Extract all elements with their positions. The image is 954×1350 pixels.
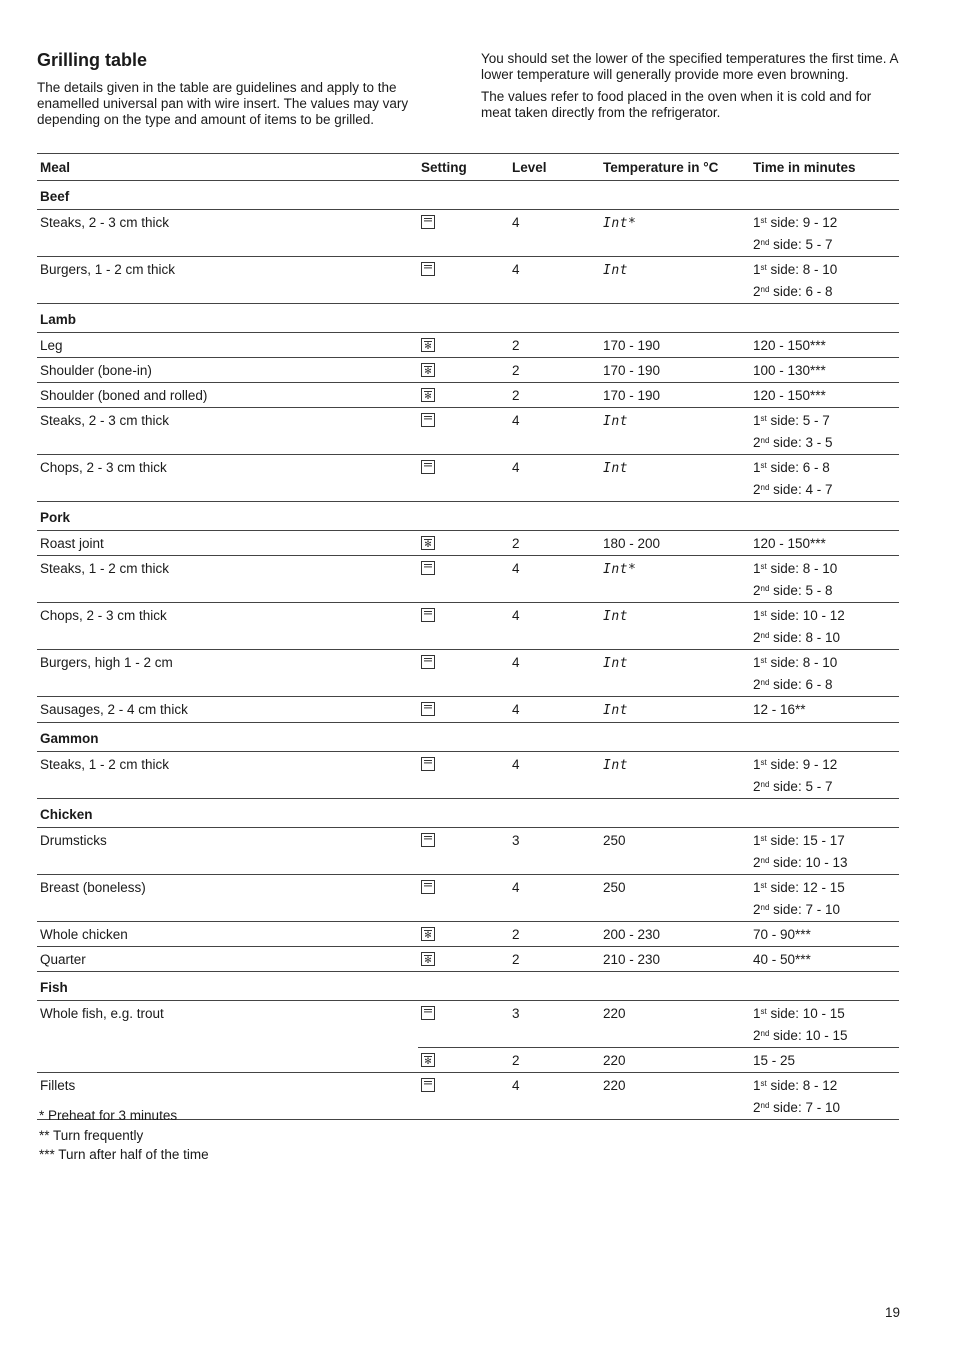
grill-icon [421,757,435,771]
intro-right-column [481,51,901,127]
setting-cell [418,556,509,603]
meal-cell: Whole fish, e.g. trout [40,1006,164,1021]
time-cell [750,408,899,455]
level-cell: 4 [509,455,600,502]
grill-icon [421,702,435,716]
meal-cell: Quarter [37,947,418,972]
grill-icon [421,833,435,847]
time-ordinal-suffix: nd [760,678,770,687]
intro-text-right-1: You should set the lower of the specified temperatures the first time. A lower temperature will generally provide more even browning. [481,51,898,82]
temperature-cell [600,556,750,603]
time-value: side: 6 - 8 [769,284,833,299]
time-ordinal: 2 [753,677,761,692]
meal-cell: Leg [37,333,418,358]
time-line: 100 - 130*** [753,363,826,378]
setting-cell [418,210,509,257]
fan-grill-icon [421,952,435,966]
time-line [753,558,896,580]
time-ordinal-suffix: st [760,1007,767,1016]
header-time: Time in minutes [750,154,899,181]
setting-cell [418,383,509,408]
header-temperature: Temperature in °C [600,154,750,181]
header-level: Level [509,154,600,181]
time-ordinal: 2 [753,902,761,917]
time-ordinal: 1 [753,215,761,230]
time-value: side: 5 - 8 [769,583,833,598]
level-cell: 4 [509,257,600,304]
temperature-value: Int [603,656,628,671]
temperature-value: 170 - 190 [603,363,661,378]
table-row [37,358,899,383]
level-cell: 2 [509,922,600,947]
time-value: side: 8 - 10 [766,655,838,670]
meal-cell: Steaks, 1 - 2 cm thick [37,556,418,603]
setting-cell [418,1048,509,1073]
temperature-cell [600,947,750,972]
time-line [753,652,896,674]
temperature-cell [600,1001,750,1048]
time-value: side: 4 - 7 [769,482,833,497]
time-value: side: 3 - 5 [769,435,833,450]
temperature-cell [600,383,750,408]
meal-cell: Breast (boneless) [37,875,418,922]
time-ordinal-suffix: nd [760,483,770,492]
meal-cell: Chops, 2 - 3 cm thick [37,603,418,650]
table-row [37,828,899,875]
temperature-cell [600,697,750,723]
time-value: side: 6 - 8 [766,460,830,475]
table-group-row [37,502,899,531]
time-ordinal: 2 [753,1100,761,1115]
time-ordinal: 1 [753,262,761,277]
setting-cell [418,650,509,697]
temperature-value: 170 - 190 [603,388,661,403]
time-value: side: 5 - 7 [769,779,833,794]
time-ordinal: 2 [753,855,761,870]
time-value: side: 10 - 13 [769,855,848,870]
temperature-cell [600,408,750,455]
meal-cell: Shoulder (bone-in) [37,358,418,383]
grill-icon [421,608,435,622]
time-line [753,1097,896,1119]
fan-grill-icon [421,388,435,402]
time-line [753,259,896,281]
time-ordinal-suffix: st [760,216,767,225]
time-ordinal-suffix: nd [760,584,770,593]
temperature-value: Int [603,758,628,773]
time-line [753,627,896,649]
intro-text-left: The details given in the table are guidelines and apply to the enamelled universal pan with wire insert. The values may vary depending on the type and amount of items to be grilled. [37,80,409,127]
time-ordinal-suffix: st [760,1079,767,1088]
time-ordinal-suffix: nd [760,903,770,912]
temperature-value: 210 - 230 [603,952,661,967]
level-cell: 2 [509,358,600,383]
level-cell: 2 [509,383,600,408]
table-row [37,531,899,556]
table-row [37,455,899,502]
fan-grill-icon [421,536,435,550]
time-line [753,1003,896,1025]
time-cell [750,947,899,972]
time-ordinal-suffix: st [760,834,767,843]
time-line [753,410,896,432]
time-ordinal-suffix: st [760,758,767,767]
meal-cell: Steaks, 1 - 2 cm thick [37,752,418,799]
level-cell: 2 [509,531,600,556]
time-value: side: 12 - 15 [766,880,845,895]
time-ordinal-suffix: st [760,656,767,665]
time-cell [750,828,899,875]
setting-cell [418,455,509,502]
level-cell: 3 [509,828,600,875]
temperature-cell [600,603,750,650]
temperature-cell [600,531,750,556]
temperature-value: Int [603,703,628,718]
temperature-cell [600,875,750,922]
time-ordinal-suffix: nd [760,631,770,640]
temperature-value: 250 [603,833,626,848]
time-ordinal-suffix: nd [760,1029,770,1038]
table-row [37,752,899,799]
temperature-value: Int [603,263,628,278]
time-value: side: 6 - 8 [769,677,833,692]
meal-cell: Drumsticks [37,828,418,875]
fan-grill-icon [421,1053,435,1067]
time-cell [750,603,899,650]
time-value: side: 7 - 10 [769,1100,840,1115]
time-line: 120 - 150*** [753,536,826,551]
time-ordinal: 1 [753,561,761,576]
time-cell [750,333,899,358]
group-name: Beef [37,181,899,210]
time-ordinal: 2 [753,1028,761,1043]
time-line: 70 - 90*** [753,927,811,942]
time-line [753,1025,896,1047]
temperature-cell [600,828,750,875]
time-value: side: 5 - 7 [769,237,833,252]
temperature-value: Int* [603,562,637,577]
setting-cell [418,1001,509,1048]
grill-icon [421,561,435,575]
table-row [37,257,899,304]
time-value: side: 8 - 10 [766,561,838,576]
temperature-cell [600,455,750,502]
time-cell [750,1048,899,1073]
level-cell: 4 [509,875,600,922]
time-line: 120 - 150*** [753,388,826,403]
temperature-cell [600,922,750,947]
group-name: Fish [37,972,899,1001]
setting-cell [418,531,509,556]
time-ordinal: 1 [753,413,761,428]
time-line [753,479,896,501]
time-value: side: 10 - 15 [766,1006,845,1021]
time-ordinal: 1 [753,1078,761,1093]
time-line [753,830,896,852]
time-ordinal-suffix: st [760,881,767,890]
level-cell: 2 [509,947,600,972]
temperature-cell [600,650,750,697]
table-body [37,181,899,1120]
page-title: Grilling table [37,50,148,70]
time-ordinal: 1 [753,1006,761,1021]
meal-cell: Roast joint [37,531,418,556]
time-line [753,1075,896,1097]
temperature-cell [600,752,750,799]
time-value: side: 5 - 7 [766,413,830,428]
time-cell [750,1073,899,1120]
time-ordinal-suffix: st [760,461,767,470]
temperature-value: 170 - 190 [603,338,661,353]
footnote-turn-half: *** Turn after half of the time [39,1147,209,1162]
time-value: side: 10 - 15 [769,1028,848,1043]
table-row [37,603,899,650]
time-line: 120 - 150*** [753,338,826,353]
temperature-cell [600,333,750,358]
time-ordinal-suffix: st [760,562,767,571]
temperature-value: Int* [603,216,637,231]
meal-cell: Whole chicken [37,922,418,947]
time-line [753,605,896,627]
table-row [37,875,899,922]
grill-icon [421,215,435,229]
table-row [37,383,899,408]
group-name: Gammon [37,723,899,752]
level-cell: 2 [509,1048,600,1073]
group-name: Chicken [37,799,899,828]
time-line [753,776,896,798]
grill-icon [421,1006,435,1020]
grilling-table [37,153,899,1120]
time-ordinal-suffix: st [760,263,767,272]
table-row [37,1048,899,1073]
time-line: 40 - 50*** [753,952,811,967]
level-cell: 4 [509,697,600,723]
temperature-value: Int [603,414,628,429]
time-ordinal: 2 [753,284,761,299]
time-cell [750,455,899,502]
time-line [753,754,896,776]
grill-icon [421,262,435,276]
header-meal: Meal [37,154,418,181]
time-cell [750,556,899,603]
time-ordinal: 1 [753,833,761,848]
level-cell: 4 [509,556,600,603]
time-ordinal-suffix: nd [760,238,770,247]
grill-icon [421,1078,435,1092]
setting-cell [418,875,509,922]
page-number: 19 [884,1305,900,1320]
fan-grill-icon [421,338,435,352]
temperature-cell [600,1048,750,1073]
table-row [37,697,899,723]
time-line [753,580,896,602]
grill-icon [421,413,435,427]
meal-cell: Steaks, 2 - 3 cm thick [37,408,418,455]
time-ordinal-suffix: nd [760,285,770,294]
table-group-row [37,181,899,210]
time-cell [750,531,899,556]
time-line: 12 - 16** [753,702,806,717]
footnotes [39,1106,209,1165]
grill-icon [421,460,435,474]
time-ordinal-suffix: nd [760,780,770,789]
temperature-value: 200 - 230 [603,927,661,942]
time-value: side: 8 - 12 [766,1078,838,1093]
setting-cell [418,752,509,799]
meal-cell: Fillets [37,1073,418,1120]
time-cell [750,650,899,697]
meal-cell: Shoulder (boned and rolled) [37,383,418,408]
time-ordinal: 2 [753,237,761,252]
time-line [753,877,896,899]
time-ordinal-suffix: nd [760,1101,770,1110]
table-row [37,650,899,697]
temperature-value: 180 - 200 [603,536,661,551]
time-line: 15 - 25 [753,1053,796,1068]
setting-cell [418,358,509,383]
intro-text-right-2: The values refer to food placed in the oven when it is cold and for meat taken directly from the refrigerator. [481,89,872,120]
intro-left-column [37,50,457,128]
meal-cell [37,1048,418,1073]
time-cell [750,752,899,799]
table-row [37,556,899,603]
setting-cell [418,408,509,455]
temperature-value: 220 [603,1006,626,1021]
table-group-row [37,723,899,752]
time-ordinal: 2 [753,583,761,598]
group-name: Pork [37,502,899,531]
time-ordinal-suffix: nd [760,436,770,445]
level-cell: 4 [509,408,600,455]
time-cell [750,257,899,304]
setting-cell [418,1073,509,1120]
fan-grill-icon [421,363,435,377]
time-ordinal: 1 [753,655,761,670]
time-value: side: 10 - 12 [766,608,845,623]
time-cell [750,1001,899,1048]
time-value: side: 8 - 10 [769,630,840,645]
setting-cell [418,828,509,875]
temperature-value: Int [603,461,628,476]
time-ordinal: 2 [753,435,761,450]
time-cell [750,697,899,723]
table-row [37,1001,899,1048]
temperature-cell [600,1073,750,1120]
time-cell [750,922,899,947]
time-value: side: 9 - 12 [766,757,838,772]
time-value: side: 7 - 10 [769,902,840,917]
time-ordinal-suffix: st [760,609,767,618]
setting-cell [418,922,509,947]
fan-grill-icon [421,927,435,941]
time-line [753,212,896,234]
table-group-row [37,799,899,828]
time-line [753,457,896,479]
time-line [753,852,896,874]
setting-cell [418,603,509,650]
setting-cell [418,697,509,723]
meal-cell: Steaks, 2 - 3 cm thick [37,210,418,257]
time-line [753,234,896,256]
table-header-row [37,154,899,181]
header-setting: Setting [418,154,509,181]
temperature-value: 220 [603,1053,626,1068]
level-cell: 4 [509,650,600,697]
time-line [753,432,896,454]
meal-cell: Burgers, high 1 - 2 cm [37,650,418,697]
temperature-value: 250 [603,880,626,895]
table-row [37,408,899,455]
time-line [753,281,896,303]
level-cell: 2 [509,333,600,358]
setting-cell [418,257,509,304]
level-cell: 4 [509,1073,600,1120]
table-group-row [37,972,899,1001]
time-cell [750,875,899,922]
table-row [37,922,899,947]
level-cell: 4 [509,210,600,257]
grill-icon [421,880,435,894]
time-cell [750,383,899,408]
temperature-value: 220 [603,1078,626,1093]
time-line [753,674,896,696]
footnote-turn-frequently: ** Turn frequently [39,1127,144,1143]
temperature-cell [600,257,750,304]
level-cell: 4 [509,752,600,799]
time-ordinal: 2 [753,482,761,497]
footnote-preheat: * Preheat for 3 minutes [39,1108,178,1123]
table-row [37,210,899,257]
time-cell [750,210,899,257]
grill-icon [421,655,435,669]
table-row [37,333,899,358]
time-ordinal: 1 [753,460,761,475]
time-value: side: 15 - 17 [766,833,845,848]
temperature-value: Int [603,609,628,624]
time-ordinal: 2 [753,630,761,645]
temperature-cell [600,358,750,383]
time-ordinal: 2 [753,779,761,794]
setting-cell [418,333,509,358]
meal-cell: Burgers, 1 - 2 cm thick [37,257,418,304]
meal-cell: Chops, 2 - 3 cm thick [37,455,418,502]
time-value: side: 8 - 10 [766,262,838,277]
table-row [37,947,899,972]
time-ordinal: 1 [753,757,761,772]
meal-cell: Sausages, 2 - 4 cm thick [37,697,418,723]
group-name: Lamb [37,304,899,333]
time-ordinal: 1 [753,608,761,623]
time-ordinal-suffix: st [760,414,767,423]
time-line [753,899,896,921]
time-ordinal: 1 [753,880,761,895]
level-cell: 3 [509,1001,600,1048]
time-value: side: 9 - 12 [766,215,838,230]
time-ordinal-suffix: nd [760,856,770,865]
setting-cell [418,947,509,972]
time-cell [750,358,899,383]
level-cell: 4 [509,603,600,650]
table-group-row [37,304,899,333]
temperature-cell [600,210,750,257]
